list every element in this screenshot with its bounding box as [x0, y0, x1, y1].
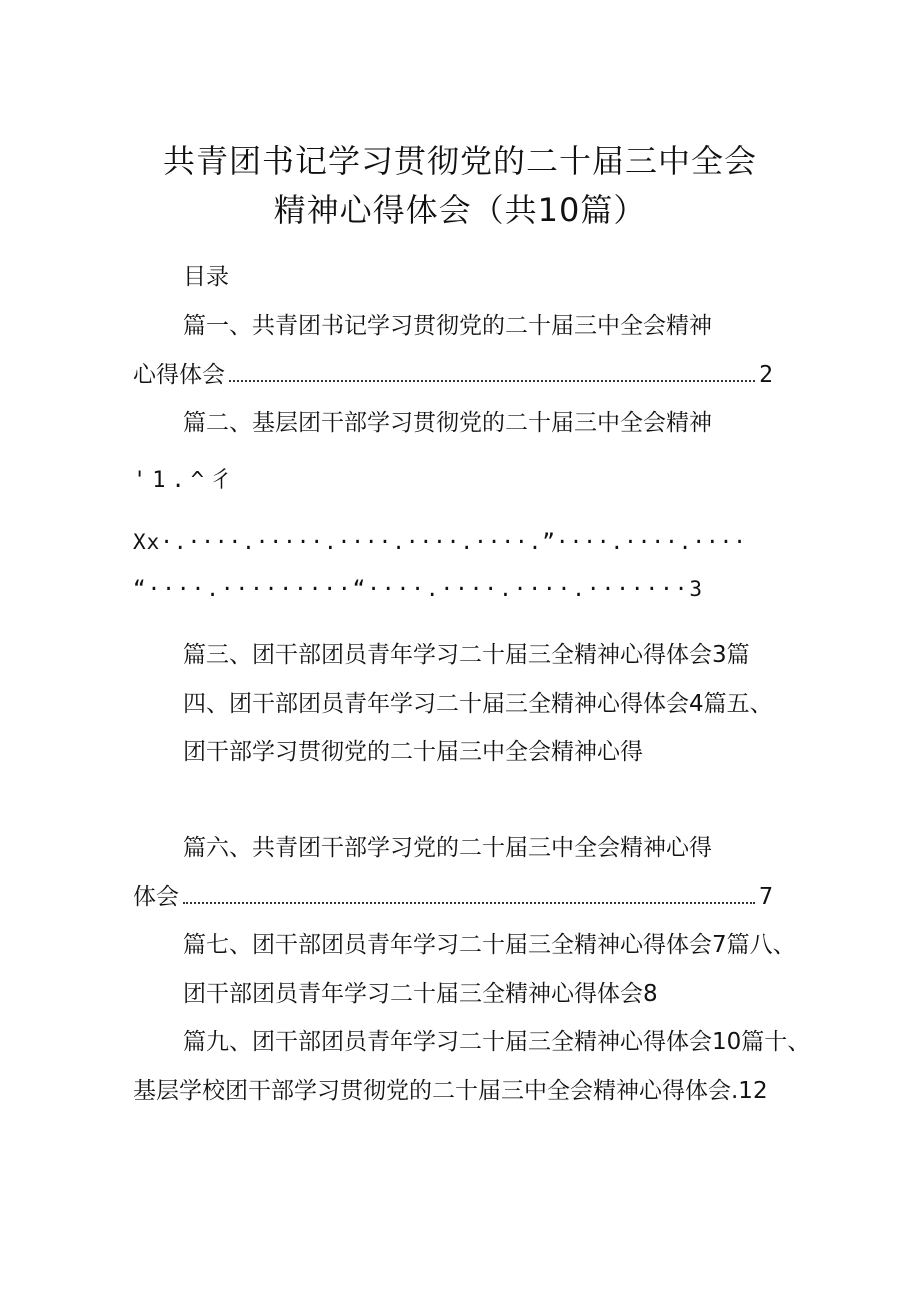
dot-leader — [183, 902, 755, 904]
toc-entry-10: 基层学校团干部学习贯彻党的二十届三中全会精神心得体会.12 — [133, 1078, 768, 1104]
toc-entry-3: 篇三、团干部团员青年学习二十届三全精神心得体会3篇 — [183, 642, 750, 668]
document-title-line-1: 共青团书记学习贯彻党的二十届三中全会 — [162, 142, 757, 180]
toc-entry-1-title: 篇一、共青团书记学习贯彻党的二十届三中全会精神 — [183, 313, 712, 339]
toc-entry-6-title: 篇六、共青团干部学习党的二十届三中全会精神心得 — [183, 835, 712, 861]
toc-entry-6-page: 7 — [759, 884, 773, 910]
toc-heading: 目录 — [183, 264, 229, 290]
dot-leader — [229, 380, 755, 382]
toc-entry-4: 四、团干部团员青年学习二十届三全精神心得体会4篇五、 — [183, 691, 773, 717]
toc-entry-1-page: 2 — [759, 362, 773, 388]
toc-entry-5: 团干部学习贯彻党的二十届三中全会精神心得 — [183, 739, 643, 765]
document-title-line-2: 精神心得体会（共10篇） — [273, 191, 647, 229]
toc-entry-1-leader — [133, 360, 773, 390]
toc-entry-9: 篇九、团干部团员青年学习二十届三全精神心得体会10篇十、 — [183, 1029, 811, 1055]
toc-entry-7: 篇七、团干部团员青年学习二十届三全精神心得体会7篇八、 — [183, 932, 796, 958]
toc-entry-6-leader — [133, 882, 773, 912]
garbled-text-line-2: Xx·.····.·····.····.····.····.”····.····.···· — [133, 530, 747, 554]
garbled-text-line-1: '1.^彳 — [133, 468, 238, 493]
toc-entry-1-title-cont: 心得体会 — [133, 362, 225, 388]
toc-entry-8: 团干部团员青年学习二十届三全精神心得体会8 — [183, 981, 658, 1007]
garbled-text-line-3: “····.·········“····.····.····.·······3 — [133, 577, 705, 601]
toc-entry-2-title: 篇二、基层团干部学习贯彻党的二十届三中全会精神 — [183, 410, 712, 436]
toc-entry-6-title-cont: 体会 — [133, 884, 179, 910]
